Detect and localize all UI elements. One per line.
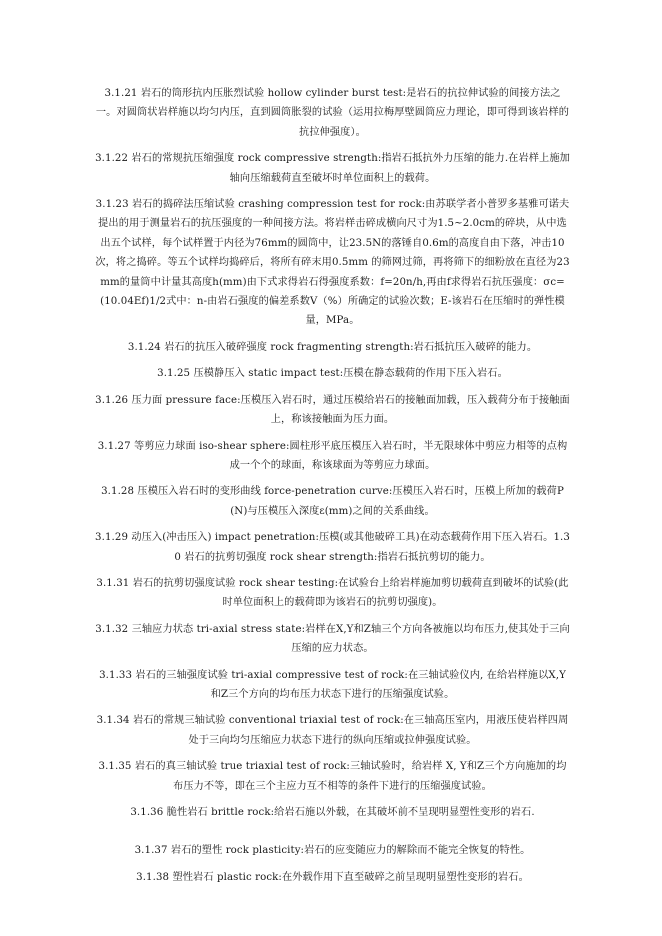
definition-entry-3-1-27: 3.1.27 等剪应力球面 iso-shear sphere:圆柱形平底压模压入岩石时，半无限球体中剪应力相等的点构成一个个的球面，称该球面为等剪应力球面。	[97, 440, 568, 471]
definition-entry-3-1-25: 3.1.25 压模静压入 static impact test:压模在静态载荷的作用下压入岩石。	[157, 368, 508, 380]
definition-entry-3-1-21: 3.1.21 岩石的筒形抗内压胀烈试验 hollow cylinder burst test:是岩石的抗拉伸试验的间接方法之一。对圆筒状岩样施以均匀内压，直到圆筒胀裂的试验（运用拉梅厚壁圆筒应力理论，即可得到该岩样的抗拉伸强度）。	[95, 88, 570, 138]
definition-list	[95, 84, 570, 894]
definition-entry-3-1-31: 3.1.31 岩石的抗剪切强度试验 rock shear testing:在试验台上给岩样施加剪切载荷直到破坏的试验(此时单位面积上的载荷即为该岩石的抗剪切强度)。	[96, 577, 569, 609]
definition-entry-3-1-28: 3.1.28 压模压入岩石时的变形曲线 force-penetration curve:压模压入岩石时，压模上所加的载荷P(N)与压模压入深度ε(mm)之间的关系曲线。	[101, 486, 564, 517]
definition-entry-3-1-29: 3.1.29 动压入(冲击压入) impact penetration:压模(或其他破碎工具)在动态载荷作用下压入岩石。1.30 岩石的抗剪切强度 rock shear strength:指岩石抵抗剪切的能力。	[95, 532, 570, 563]
definition-entry-3-1-22: 3.1.22 岩石的常规抗压缩强度 rock compressive strength:指岩石抵抗外力压缩的能力.在岩样上施加轴向压缩载荷直至破坏时单位面积上的载荷。	[95, 153, 570, 184]
definition-entry-3-1-35: 3.1.35 岩石的真三轴试验 true triaxial test of rock:三轴试验时，给岩样 X, Y和Z三个方向施加的均布压力不等，即在三个主应力互不相等的条件下进行的压缩强度试验。	[98, 761, 567, 792]
definition-entry-3-1-33: 3.1.33 岩石的三轴强度试验 tri-axial compressive test of rock:在三轴试验仪内, 在给岩样施以X,Y和Z三个方向的均布压力状态下进行的压缩强度试验。	[99, 669, 566, 700]
definition-entry-3-1-37: 3.1.37 岩石的塑性 rock plasticity:岩石的应变随应力的解除而不能完全恢复的特性。	[134, 845, 531, 857]
definition-entry-3-1-24: 3.1.24 岩石的抗压入破碎强度 rock fragmenting strength:岩石抵抗压入破碎的能力。	[127, 341, 538, 353]
definition-entry-3-1-26: 3.1.26 压力面 pressure face:压模压入岩石时，通过压模给岩石的接触面加载，压入载荷分布于接触面上，称该接触面为压力面。	[95, 394, 570, 426]
definition-entry-3-1-32: 3.1.32 三轴应力状态 tri-axial stress state:岩样在X,Y和Z轴三个方向各被施以均布压力,使其处于三向压缩的应力状态。	[95, 623, 570, 655]
definition-entry-3-1-34: 3.1.34 岩石的常规三轴试验 conventional triaxial test of rock:在三轴高压室内，用液压使岩样四周处于三向均匀压缩应力状态下进行的纵向压缩或拉伸强度试验。	[96, 715, 569, 746]
definition-entry-3-1-36: 3.1.36 脆性岩石 brittle rock:给岩石施以外载，在其破坏前不呈现明显塑性变形的岩石.	[130, 807, 535, 818]
definition-entry-3-1-23: 3.1.23 岩石的捣碎法压缩试验 crashing compression test for rock:由苏联学者小普罗多基雅可诺夫提出的用于测量岩石的抗压强度的一种间接方法。将岩样击碎成横向尺寸为1.5~2.0cm的碎块，从中选出五个试样，每个试样置于内径为76mm的圆筒中，让23.5N的落锤自0.6m的高度自由下落，冲击10次，将之捣碎。等五个试样均捣碎后，将所有碎末用0.5mm 的筛网过筛，再将筛下的细粉放在直径为23mm的量筒中计量其高度h(mm)由下式求得岩石得强度系数：f=20n/h,再由f求得岩石抗压强度：σc=(10.04Ef)1/2式中：n-由岩石强度的偏差系数V（%）所确定的试验次数；E-该岩石在压缩时的弹性模量，MPa。	[95, 199, 570, 327]
definition-entry-3-1-38: 3.1.38 塑性岩石 plastic rock:在外载作用下直至破碎之前呈现明显塑性变形的岩石。	[136, 871, 529, 883]
